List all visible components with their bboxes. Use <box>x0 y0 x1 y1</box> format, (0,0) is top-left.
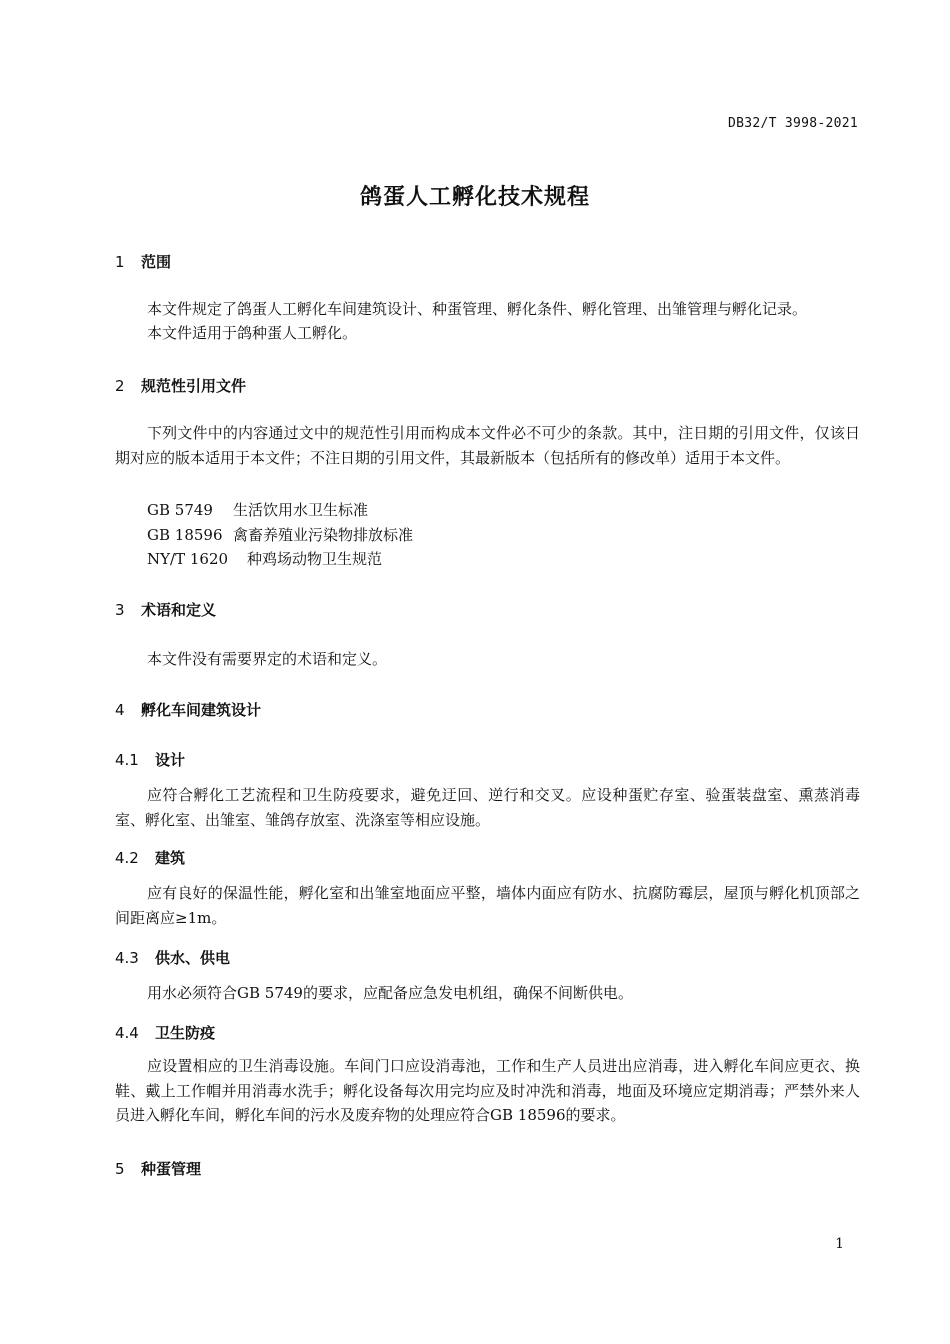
section-number: 1 <box>115 253 125 271</box>
page-number: 1 <box>835 1236 844 1252</box>
section-title: 种蛋管理 <box>141 1160 202 1178</box>
paragraph: 本文件适用于鸽种蛋人工孵化。 <box>147 324 358 342</box>
reference-item <box>147 499 368 520</box>
reference-code: GB 5749 <box>147 501 213 519</box>
subsection-title: 供水、供电 <box>155 949 231 967</box>
subsection-number: 4.3 <box>115 949 139 967</box>
subsection-number: 4.2 <box>115 849 139 867</box>
reference-name: 禽畜养殖业污染物排放标准 <box>233 526 414 544</box>
section-title: 孵化车间建筑设计 <box>141 701 262 719</box>
subsection-heading-4-4 <box>115 1022 215 1043</box>
paragraph: 下列文件中的内容通过文中的规范性引用而构成本文件必不可少的条款。其中，注日期的引用文件，仅该日期对应的版本适用于本文件；不注日期的引用文件，其最新版本（包括所有的修改单）适用于本文件。 <box>115 424 860 467</box>
section-heading-5 <box>115 1158 201 1179</box>
section-title: 范围 <box>141 253 172 271</box>
section-number: 2 <box>115 377 125 395</box>
reference-name: 种鸡场动物卫生规范 <box>247 550 383 568</box>
subsection-heading-4-2 <box>115 847 185 868</box>
section-title: 术语和定义 <box>141 601 217 619</box>
subsection-title: 卫生防疫 <box>155 1024 216 1042</box>
subsection-number: 4.1 <box>115 751 139 769</box>
paragraph: 应设置相应的卫生消毒设施。车间门口应设消毒池，工作和生产人员进出应消毒，进入孵化车间应更衣、换鞋、戴上工作帽并用消毒水洗手；孵化设备每次用完均应及时冲洗和消毒，地面及环境应定期消毒；严禁外来人员进入孵化车间，孵化车间的污水及废弃物的处理应符合GB 18596的要求。 <box>115 1057 860 1124</box>
paragraph: 本文件没有需要界定的术语和定义。 <box>147 650 388 668</box>
subsection-heading-4-1 <box>115 749 185 770</box>
document-code: DB32/T 3998-2021 <box>727 116 858 131</box>
paragraph: 应符合孵化工艺流程和卫生防疫要求，避免迂回、逆行和交叉。应设种蛋贮存室、验蛋装盘室、熏蒸消毒室、孵化室、出雏室、雏鸽存放室、洗涤室等相应设施。 <box>115 786 860 829</box>
subsection-title: 建筑 <box>155 849 186 867</box>
section-title: 规范性引用文件 <box>141 377 247 395</box>
paragraph: 用水必须符合GB 5749的要求，应配备应急发电机组，确保不间断供电。 <box>147 984 633 1002</box>
section-heading-4 <box>115 699 261 720</box>
subsection-number: 4.4 <box>115 1024 139 1042</box>
section-number: 4 <box>115 701 125 719</box>
section-number: 3 <box>115 601 125 619</box>
reference-item <box>147 524 413 545</box>
reference-code: NY/T 1620 <box>147 550 229 568</box>
reference-name: 生活饮用水卫生标准 <box>233 501 369 519</box>
section-heading-1 <box>115 251 171 272</box>
document-title: 鸽蛋人工孵化技术规程 <box>359 185 590 210</box>
subsection-heading-4-3 <box>115 947 230 968</box>
reference-code: GB 18596 <box>147 526 223 544</box>
paragraph: 本文件规定了鸽蛋人工孵化车间建筑设计、种蛋管理、孵化条件、孵化管理、出雏管理与孵化记录。 <box>147 300 808 318</box>
paragraph: 应有良好的保温性能，孵化室和出雏室地面应平整，墙体内面应有防水、抗腐防霉层，屋顶与孵化机顶部之间距离应≥1m。 <box>115 884 860 927</box>
section-heading-2 <box>115 375 246 396</box>
reference-item <box>147 548 382 569</box>
section-heading-3 <box>115 599 216 620</box>
subsection-title: 设计 <box>155 751 186 769</box>
section-number: 5 <box>115 1160 125 1178</box>
